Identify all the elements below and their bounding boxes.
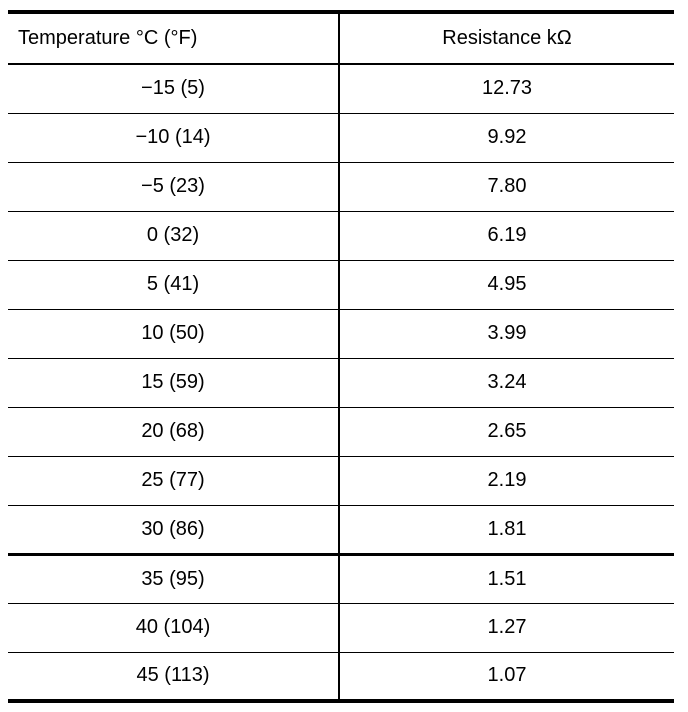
resistance-cell: 1.81: [339, 505, 674, 554]
table-row: [8, 652, 674, 701]
resistance-cell: 7.80: [339, 162, 674, 211]
table-row: [8, 456, 674, 505]
temperature-cell: −5 (23): [8, 162, 339, 211]
resistance-cell: 12.73: [339, 64, 674, 113]
table-row: [8, 260, 674, 309]
table-row: [8, 554, 674, 603]
resistance-cell: 3.24: [339, 358, 674, 407]
resistance-column-header: Resistance kΩ: [339, 12, 674, 64]
temperature-cell: 10 (50): [8, 309, 339, 358]
temperature-cell: 30 (86): [8, 505, 339, 554]
temperature-cell: 45 (113): [8, 652, 339, 701]
table-row: [8, 358, 674, 407]
header-row: [8, 12, 674, 64]
temperature-cell: 5 (41): [8, 260, 339, 309]
resistance-cell: 2.19: [339, 456, 674, 505]
temperature-cell: 0 (32): [8, 211, 339, 260]
resistance-cell: 1.51: [339, 554, 674, 603]
temperature-cell: −10 (14): [8, 113, 339, 162]
temperature-cell: −15 (5): [8, 64, 339, 113]
resistance-cell: 4.95: [339, 260, 674, 309]
temperature-cell: 20 (68): [8, 407, 339, 456]
resistance-cell: 1.07: [339, 652, 674, 701]
temperature-column-header: Temperature °C (°F): [8, 12, 339, 64]
table-row: [8, 211, 674, 260]
temperature-cell: 15 (59): [8, 358, 339, 407]
table-row: [8, 309, 674, 358]
resistance-cell: 6.19: [339, 211, 674, 260]
resistance-cell: 3.99: [339, 309, 674, 358]
table-row: [8, 113, 674, 162]
resistance-cell: 9.92: [339, 113, 674, 162]
resistance-cell: 2.65: [339, 407, 674, 456]
temperature-cell: 40 (104): [8, 603, 339, 652]
temperature-cell: 25 (77): [8, 456, 339, 505]
table-row: [8, 505, 674, 554]
table-row: [8, 162, 674, 211]
table-row: [8, 64, 674, 113]
table-row: [8, 603, 674, 652]
table-row: [8, 407, 674, 456]
temperature-resistance-table: [8, 10, 674, 703]
resistance-cell: 1.27: [339, 603, 674, 652]
temperature-cell: 35 (95): [8, 554, 339, 603]
